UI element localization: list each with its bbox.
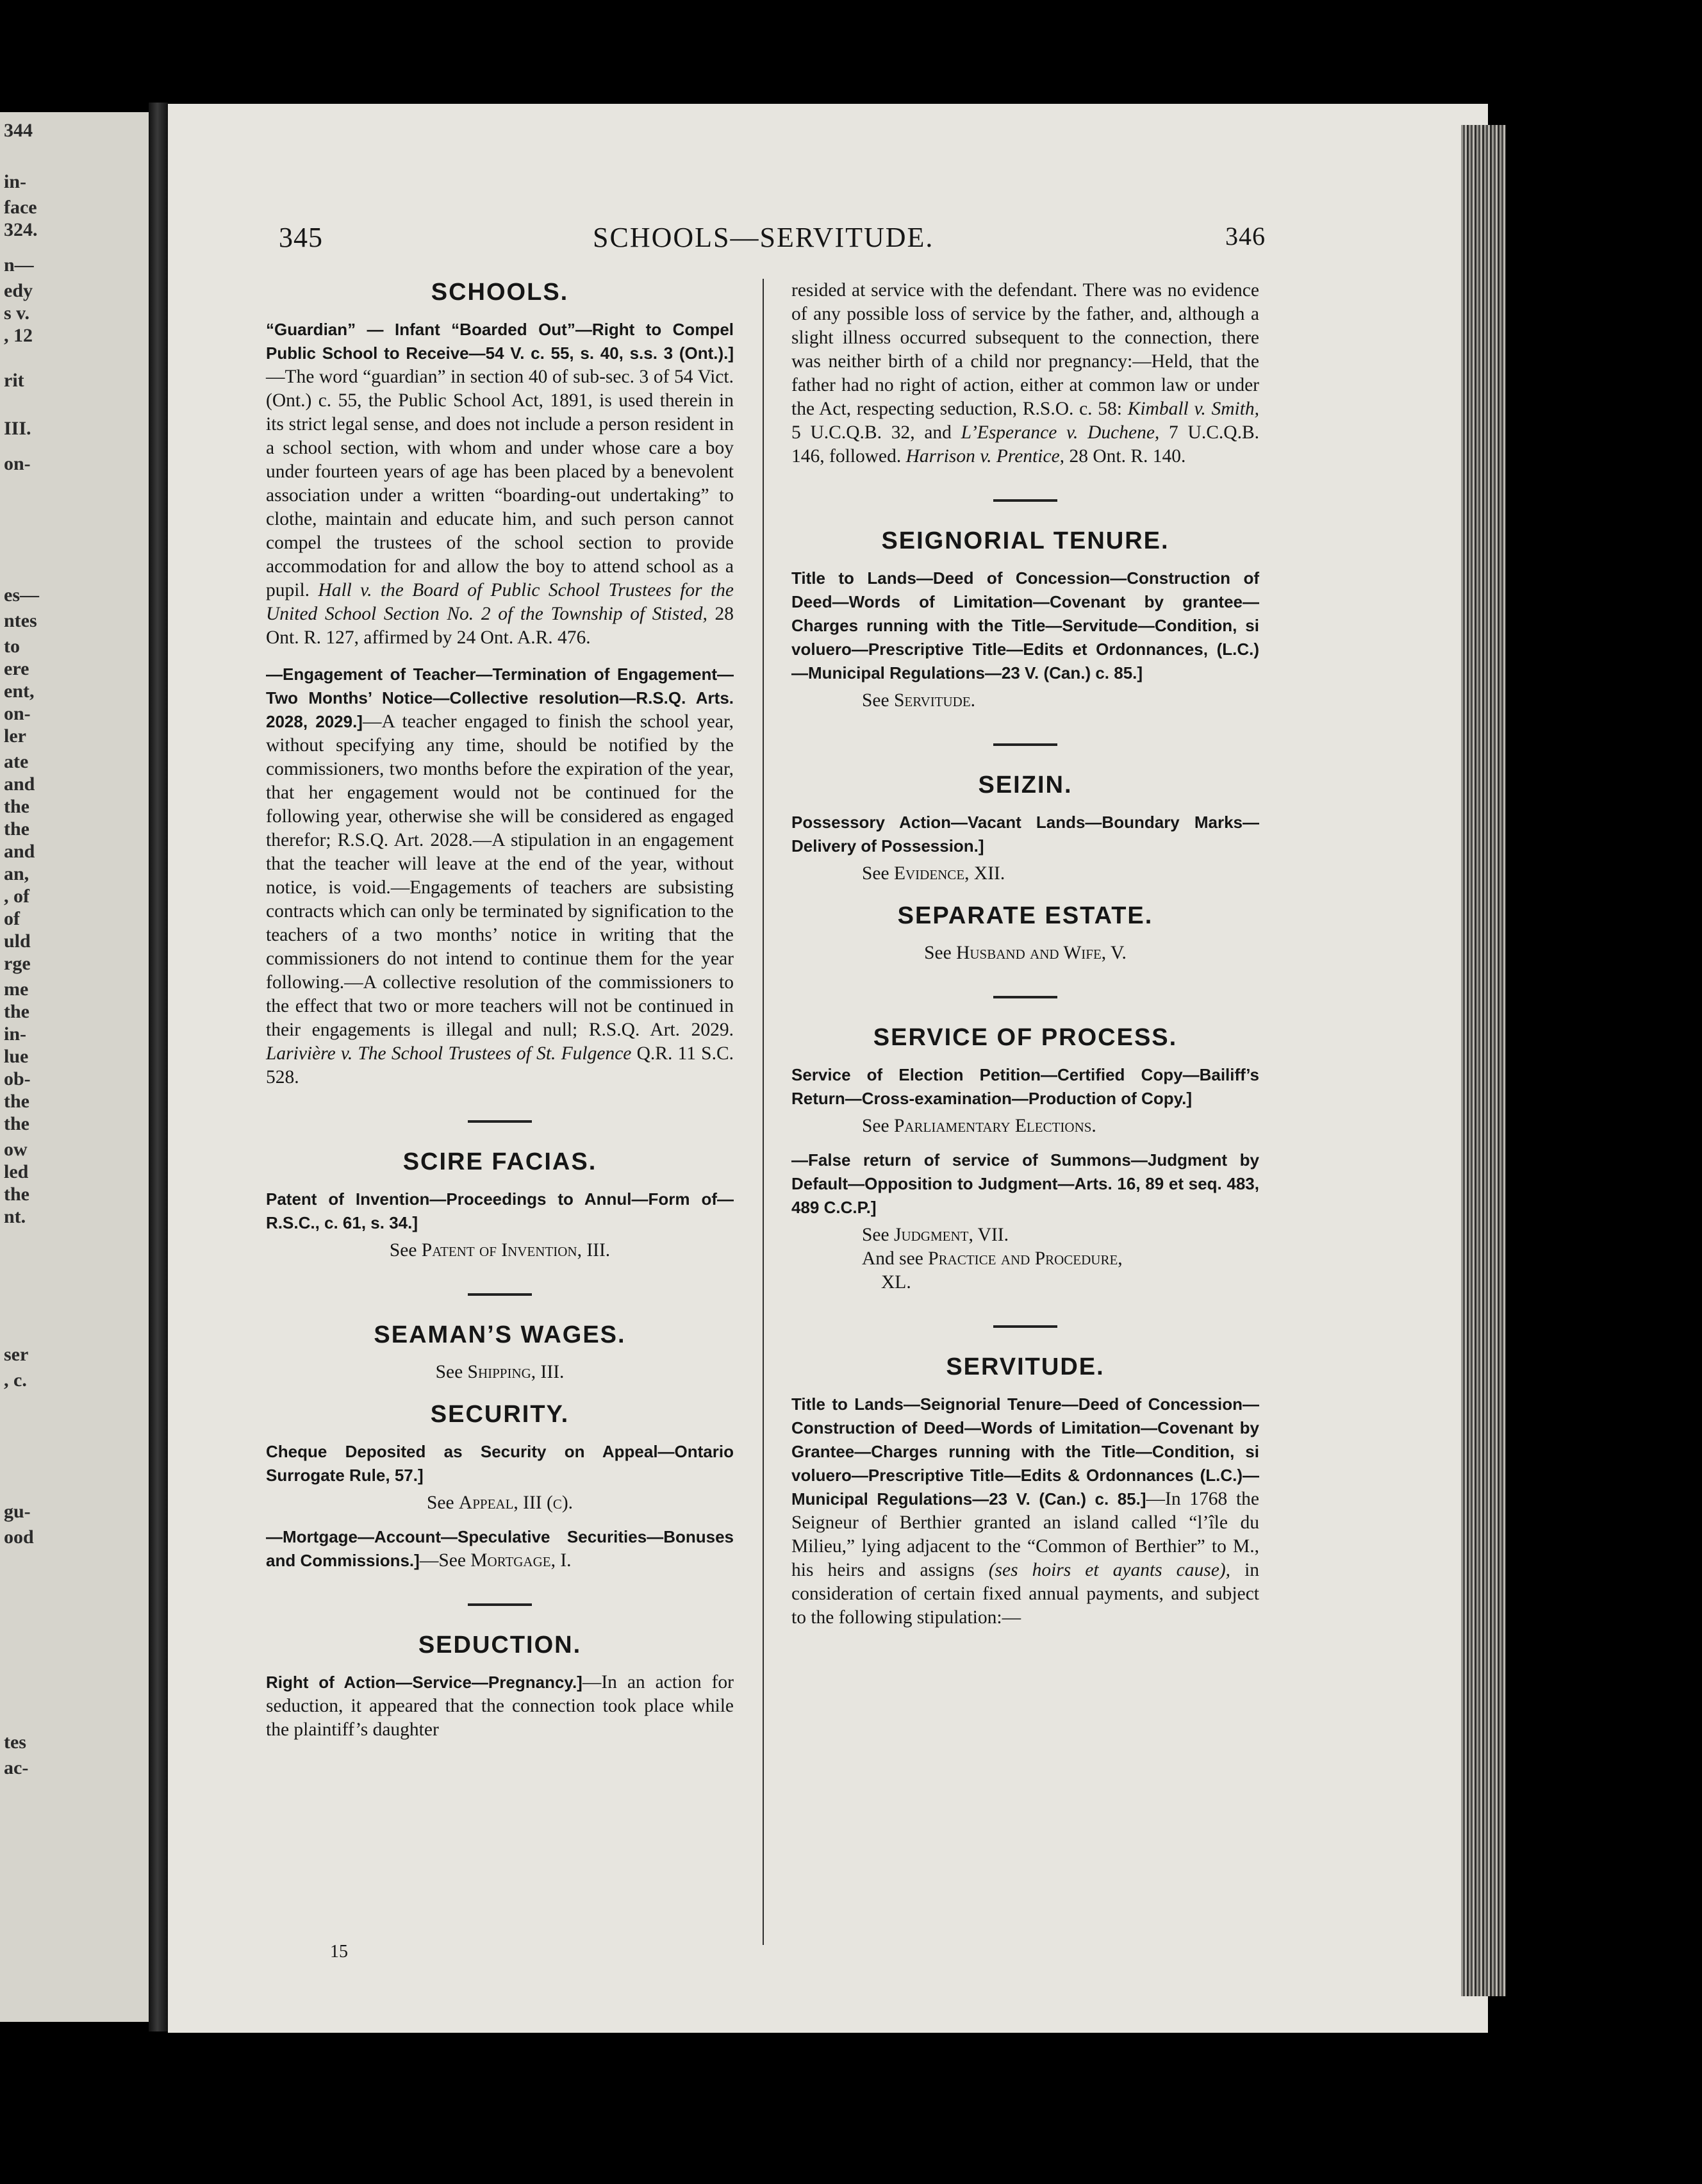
entry-keywords: Title to Lands—Deed of Concession—Construction of Deed—Words of Limitation—Covenant by grantee—Charges running with the Title—Servitude—Condition, si voluero—Prescriptive Title—Edits et Ordonnances, (L.C.)—Municipal Regulations—23 V. (Can.) c. 85.] — [791, 568, 1259, 682]
entry-keywords: —Mortgage—Account—Speculative Securities—Bonuses and Commissions.] — [266, 1527, 734, 1570]
left-page-fragment: on- — [4, 703, 31, 724]
left-page-fragment: of — [4, 908, 20, 929]
left-page-fragment: nt. — [4, 1206, 26, 1227]
entry-text: —The word “guardian” in section 40 of sub-sec. 3 of 54 Vict. (Ont.) c. 55, the Public School Act, 1891, is used therein in its strict legal sense, and does not include a person resident in a school section, with whom and under whose care a boy under fourteen years of age has been placed by a benevolent association under a written “boarding-out undertaking” to clothe, maintain and educate him, and such person cannot compel the trustees of the school section to provide accommodation for and allow the boy to attend school as a pupil. — [266, 367, 734, 600]
italic-phrase: (ses hoirs et ayants cause), — [988, 1560, 1231, 1580]
see-target: Husband and Wife, V. — [956, 943, 1127, 963]
left-page-fragment: the — [4, 1184, 29, 1205]
heading-seamans-wages: SEAMAN’S WAGES. — [374, 1321, 626, 1348]
entry-keywords: Service of Election Petition—Certified Copy—Bailiff’s Return—Cross-examination—Production of Copy.] — [791, 1065, 1259, 1108]
left-page-fragment: lue — [4, 1046, 29, 1067]
page-edges — [1461, 125, 1506, 1996]
left-page-fragment: es— — [4, 584, 39, 606]
see-reference — [791, 1223, 1259, 1247]
section-divider — [993, 499, 1057, 502]
see-target: Evidence, XII. — [893, 863, 1005, 884]
see-reference — [266, 1491, 734, 1515]
case-name: Hall v. the Board of Public School Trustees for the United School Section No. 2 of the Township of Stisted, — [266, 580, 734, 624]
entry-teacher-engagement — [266, 663, 734, 1089]
see-label: See — [389, 1240, 417, 1261]
entry-keywords: —False return of service of Summons—Judgment by Default—Opposition to Judgment—Arts. 16, 89 et seq. 483, 489 C.C.P.] — [791, 1150, 1259, 1217]
entry-election-petition — [791, 1063, 1259, 1111]
left-page-fragment: the — [4, 1091, 29, 1112]
section-divider — [993, 996, 1057, 998]
see-reference — [791, 1114, 1259, 1138]
see-label: And see — [862, 1248, 923, 1269]
entry-keywords: Right of Action—Service—Pregnancy.] — [266, 1673, 582, 1692]
left-page-fragment: n— — [4, 254, 34, 276]
left-page-fragment: ac- — [4, 1757, 29, 1778]
left-page-fragment: ser — [4, 1344, 29, 1365]
section-divider — [468, 1120, 532, 1123]
entry-cheque — [266, 1440, 734, 1487]
section-divider — [993, 1325, 1057, 1328]
left-page-fragment: tes — [4, 1732, 26, 1753]
entry-keywords: Cheque Deposited as Security on Appeal—Ontario Surrogate Rule, 57.] — [266, 1442, 734, 1485]
entry-servitude — [791, 1393, 1259, 1630]
left-page-fragment: ob- — [4, 1068, 31, 1089]
entry-keywords: Patent of Invention—Proceedings to Annul—Form of—R.S.C., c. 61, s. 34.] — [266, 1189, 734, 1232]
heading-seizin: SEIZIN. — [978, 772, 1073, 798]
heading-security: SECURITY. — [430, 1401, 570, 1428]
see-reference — [791, 941, 1259, 965]
section-divider — [468, 1293, 532, 1296]
left-column — [266, 279, 734, 1742]
left-page-fragment: s v. — [4, 302, 30, 324]
left-page-fragment: 344 — [4, 120, 33, 141]
see-label: See — [862, 1116, 889, 1136]
entry-possessory-action — [791, 811, 1259, 858]
heading-servitude: SERVITUDE. — [946, 1353, 1105, 1380]
see-target: Shipping, III. — [467, 1362, 565, 1382]
entry-text: —In an action for seduction, it appeared that the connection took place while the plaintiff’s daughter — [266, 1672, 734, 1740]
case-citation: 5 U.C.Q.B. 32, and — [791, 422, 952, 443]
left-page-fragment: to — [4, 636, 20, 657]
section-divider — [468, 1603, 532, 1606]
left-page-fragment: the — [4, 796, 29, 817]
case-name: Kimball v. Smith, — [1127, 399, 1260, 419]
entry-patent — [266, 1187, 734, 1235]
see-target: Patent of Invention, III. — [421, 1240, 611, 1261]
entry-title-to-lands — [791, 567, 1259, 685]
left-page-fragment: me — [4, 979, 29, 1000]
left-page-fragment: , of — [4, 886, 29, 907]
see-reference — [791, 862, 1259, 886]
case-name: L’Esperance v. Duchene, — [961, 422, 1160, 443]
left-page-fragment: and — [4, 774, 35, 795]
entry-text: —A teacher engaged to finish the school year, without specifying any time, should be notified by the commissioners, two months before the expiration of the year, that her engagement would not be continued for the following year, otherwise she will be considered as engaged therefor; R.S.Q. Art. 2028.—A stipulation in an engagement that the teacher will leave at the end of the year, without notice, is void.—Engagements of teachers are subsisting contracts which can only be terminated by signification to the teachers of a two months’ notice in writing that the commissioners do not intend to continue them for the year following.—A collective resolution of the commissioners to the effect that two or more teachers will not be continued in their engagements is illegal and null; R.S.Q. Art. 2029. — [266, 711, 734, 1040]
see-label: See — [862, 863, 889, 884]
entry-text: resided at service with the defendant. There was no evidence of any possible loss of service by the father, and, although a slight illness occurred subsequent to the connection, there was neither birth of a child nor pregnancy:—Held, that the father had no right of action, either at common law or under the Act, respecting seduction, R.S.O. c. 58: — [791, 280, 1259, 419]
left-page-fragment: edy — [4, 280, 33, 301]
see-reference — [266, 1361, 734, 1384]
case-citation: 28 Ont. R. 127, affirmed by 24 Ont. A.R. 476. — [266, 604, 734, 648]
case-name: Harrison v. Prentice, — [905, 446, 1065, 467]
folio-signature: 15 — [330, 1942, 348, 1962]
case-name: Larivière v. The School Trustees of St. Fulgence — [266, 1043, 632, 1064]
left-page-fragment: the — [4, 818, 29, 840]
left-page-fragment: ere — [4, 658, 29, 679]
left-page-fragment: ler — [4, 725, 26, 747]
left-page-fragment: ow — [4, 1139, 28, 1160]
entry-keywords: —Engagement of Teacher—Termination of Engagement—Two Months’ Notice—Collective resolution—R.S.Q. Arts. 2028, 2029.] — [266, 665, 734, 731]
see-target: Practice and Procedure, — [928, 1248, 1123, 1269]
see-reference-continued — [791, 1271, 1259, 1295]
see-label: See — [435, 1362, 463, 1382]
left-page-fragment: uld — [4, 931, 31, 952]
see-reference — [791, 1247, 1259, 1271]
heading-seignorial-tenure: SEIGNORIAL TENURE. — [881, 527, 1169, 554]
heading-schools: SCHOOLS. — [431, 279, 569, 306]
see-target: Mortgage, I. — [470, 1550, 572, 1571]
left-page-fragment: face — [4, 197, 37, 218]
see-target: XL. — [881, 1272, 911, 1293]
see-reference — [266, 1239, 734, 1262]
see-target: Appeal, III (c). — [458, 1493, 574, 1513]
left-page-fragment: an, — [4, 863, 29, 884]
entry-mortgage — [266, 1525, 734, 1573]
see-target: Servitude. — [893, 690, 976, 711]
section-divider — [993, 743, 1057, 746]
left-page-fragment: in- — [4, 171, 27, 192]
entry-text: —In 1768 the Seigneur of Berthier granted an island called “l’île du Milieu,” lying adjacent to the “Common of Berthier” to M., his heirs and assigns — [791, 1489, 1259, 1580]
entry-guardian — [266, 318, 734, 650]
left-page-fragment: rge — [4, 953, 31, 974]
left-page-fragment: the — [4, 1001, 29, 1022]
page-number-right: 346 — [1225, 222, 1266, 251]
case-citation: 7 U.C.Q.B. 146, followed. — [791, 422, 1260, 467]
book-gutter — [149, 103, 168, 2031]
heading-separate-estate: SEPARATE ESTATE. — [897, 902, 1153, 929]
left-page-fragment: ate — [4, 751, 29, 772]
heading-service-of-process: SERVICE OF PROCESS. — [873, 1024, 1178, 1051]
left-page-fragment: ent, — [4, 681, 35, 702]
see-target: Parliamentary Elections. — [893, 1116, 1096, 1136]
running-title: SCHOOLS—SERVITUDE. — [593, 222, 934, 253]
left-page-fragment: , c. — [4, 1369, 27, 1391]
entry-keywords: Title to Lands—Seignorial Tenure—Deed of Concession—Construction of Deed—Words of Limitation—Covenant by Grantee—Charges running with the Title—Condition, si voluero—Prescriptive Title—Edits & Ordonnances (L.C.)—Municipal Regulations—23 V. (Can.) c. 85.] — [791, 1394, 1259, 1509]
case-citation: 28 Ont. R. 140. — [1069, 446, 1186, 467]
left-page-fragment: led — [4, 1161, 29, 1182]
entry-false-return — [791, 1148, 1259, 1220]
see-label: —See — [419, 1550, 466, 1571]
see-label: See — [426, 1493, 454, 1513]
left-page-fragment: , 12 — [4, 325, 33, 346]
entry-keywords: “Guardian” — Infant “Boarded Out”—Right to Compel Public School to Receive—54 V. c. 55, s. 40, s.s. 3 (Ont.).] — [266, 320, 734, 363]
left-page-fragment: and — [4, 841, 35, 862]
left-page-fragment: 324. — [4, 219, 38, 240]
left-page-fragment: on- — [4, 453, 31, 474]
case-citation: Q.R. 11 S.C. 528. — [266, 1043, 734, 1088]
see-reference — [791, 689, 1259, 713]
heading-seduction: SEDUCTION. — [418, 1632, 582, 1659]
entry-text-continued: in consideration of certain fixed annual payments, and subject to the following stipulation:— — [791, 1560, 1260, 1628]
left-facing-page — [0, 112, 149, 2022]
left-page-fragment: III. — [4, 418, 31, 439]
left-page-fragment: in- — [4, 1023, 27, 1045]
see-label: See — [862, 1225, 889, 1245]
entry-seduction-continued — [791, 279, 1259, 468]
right-column — [791, 279, 1259, 1630]
left-page-fragment: ood — [4, 1526, 34, 1548]
entry-keywords: Possessory Action—Vacant Lands—Boundary Marks—Delivery of Possession.] — [791, 813, 1259, 856]
left-page-fragment: the — [4, 1113, 29, 1134]
left-page-fragment: rit — [4, 370, 24, 391]
left-page-fragment: gu- — [4, 1501, 31, 1522]
entry-right-of-action — [266, 1671, 734, 1742]
see-label: See — [862, 690, 889, 711]
see-label: See — [924, 943, 952, 963]
left-page-fragment: ntes — [4, 610, 37, 631]
column-rule — [763, 279, 764, 1945]
heading-scire-facias: SCIRE FACIAS. — [402, 1148, 597, 1175]
page-number-left: 345 — [279, 222, 323, 253]
see-target: Judgment, VII. — [893, 1225, 1009, 1245]
